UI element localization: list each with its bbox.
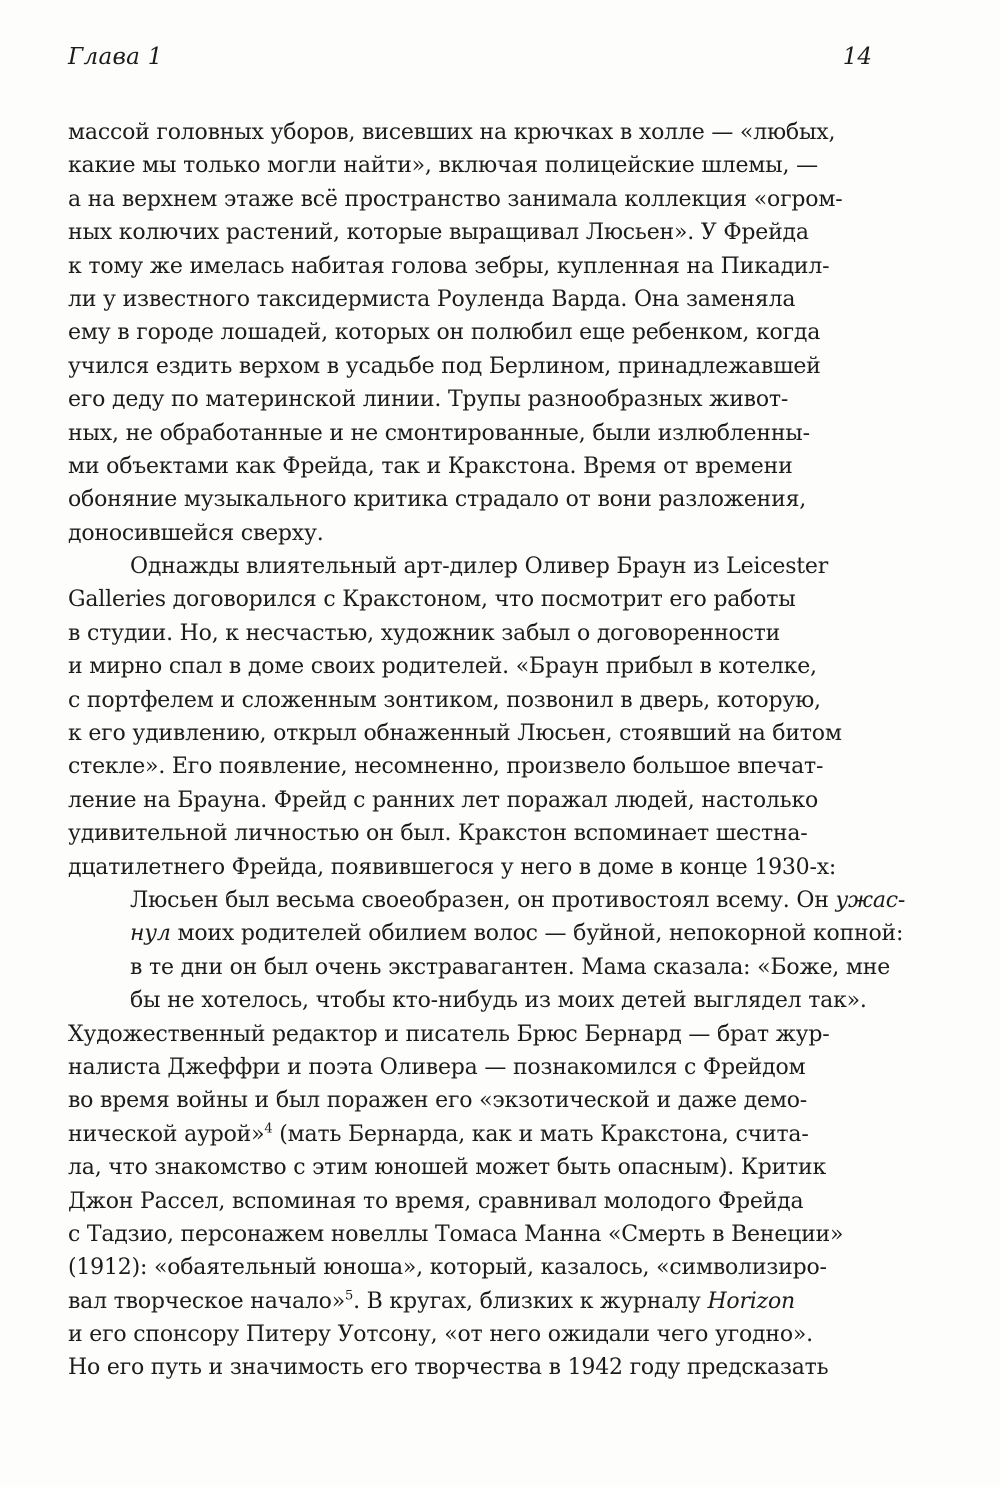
footnote-ref: 4 — [264, 1121, 273, 1137]
text-line: обоняние музыкального критика страдало от вони разложения, — [68, 487, 807, 513]
text-line: в студии. Но, к несчастью, художник забыл о договоренности — [68, 620, 781, 646]
text-line: Galleries договорился с Кракстоном, что посмотрит его работы — [68, 587, 796, 613]
quote-italic-word: нул — [130, 921, 171, 947]
text-line: ление на Брауна. Фрейд с ранних лет поражал людей, настолько — [68, 787, 819, 813]
chapter-label: Глава 1 — [68, 44, 163, 70]
quote-text: моих родителей обилием волос — буйной, непокорной копной: — [177, 921, 904, 947]
body-text — [68, 116, 906, 1385]
quote-text: Люсьен был весьма своеобразен, он противостоял всему. Он — [130, 887, 829, 913]
line-text: . В кругах, близких к журналу — [353, 1288, 701, 1314]
text-line — [68, 1118, 898, 1151]
text-line: учился ездить верхом в усадьбе под Берлином, принадлежавшей — [68, 353, 821, 379]
line-text: вал творческое начало» — [68, 1288, 345, 1314]
text-line: доносившейся сверху. — [68, 520, 324, 546]
paragraph-first-line: Однажды влиятельный арт-дилер Оливер Браун из Leicester — [130, 554, 829, 580]
text-line: массой головных уборов, висевших на крючках в холле — «любых, — [68, 120, 836, 145]
block-quote-line: бы не хотелось, чтобы кто-нибудь из моих детей выглядел так». — [130, 988, 867, 1014]
text-line: его деду по материнской линии. Трупы разнообразных живот- — [68, 387, 789, 413]
text-line: с Тадзио, персонажем новеллы Томаса Манна «Смерть в Венеции» — [68, 1221, 844, 1247]
line-text: нической аурой» — [68, 1121, 265, 1147]
text-line: с портфелем и сложенным зонтиком, позвонил в дверь, которую, — [68, 687, 821, 713]
page-number: 14 — [842, 44, 872, 70]
running-head — [68, 44, 872, 76]
text-line: Джон Рассел, вспоминая то время, сравнивал молодого Фрейда — [68, 1188, 804, 1214]
text-line — [68, 1285, 898, 1318]
line-text: (мать Бернарда, как и мать Кракстона, считa- — [279, 1121, 809, 1147]
footnote-ref: 5 — [344, 1288, 354, 1304]
text-line: налиста Джеффри и поэта Оливера — познакомился с Фрейдом — [68, 1054, 806, 1080]
text-line: Художественный редактор и писатель Брюс Бернард — брат жур- — [68, 1021, 830, 1047]
text-line: стекле». Его появление, несомненно, произвело большое впечат- — [68, 754, 824, 780]
text-line: какие мы только могли найти», включая полицейские шлемы, — — [68, 153, 818, 179]
block-quote-line: в те дни он был очень экстравагантен. Мама сказала: «Боже, мне — [130, 954, 891, 980]
text-line: ных колючих растений, которые выращивал Люсьен». У Фрейда — [68, 220, 809, 246]
text-line: ла, что знакомство с этим юношей может быть опасным). Критик — [68, 1155, 827, 1181]
quote-italic-word: ужас- — [835, 887, 906, 913]
text-line: (1912): «обаятельный юноша», который, казалось, «символизиро- — [68, 1255, 827, 1281]
italic-title: Horizon — [707, 1288, 796, 1314]
text-line: к тому же имелась набитая голова зебры, купленная на Пикадил- — [68, 253, 830, 279]
text-line: дцатилетнего Фрейда, появившегося у него в доме в конце 1930-х: — [68, 854, 837, 880]
text-line: ми объектами как Фрейда, так и Кракстона. Время от времени — [68, 453, 793, 479]
text-line: к его удивлению, открыл обнаженный Люсьен, стоявший на битом — [68, 721, 842, 747]
text-line: и мирно спал в доме своих родителей. «Браун прибыл в котелке, — [68, 654, 817, 680]
text-line: и его спонсору Питеру Уотсону, «от него ожидали чего угодно». — [68, 1322, 813, 1348]
text-line: ему в городе лошадей, которых он полюбил еще ребенком, когда — [68, 320, 821, 346]
block-quote-line — [68, 884, 906, 917]
text-line: во время войны и был поражен его «экзотической и даже демо- — [68, 1088, 808, 1114]
text-line: ли у известного таксидермиста Роуленда Варда. Она заменяла — [68, 286, 796, 312]
text-line: а на верхнем этаже всё пространство занимала коллекция «огром- — [68, 186, 843, 212]
text-line: ных, не обработанные и не смонтированные, были излюбленны- — [68, 420, 810, 446]
text-line: Но его путь и значимость его творчества в 1942 году предсказать — [68, 1355, 829, 1381]
block-quote-line — [68, 917, 904, 950]
text-line: удивительной личностью он был. Кракстон вспоминает шестна- — [68, 821, 808, 847]
